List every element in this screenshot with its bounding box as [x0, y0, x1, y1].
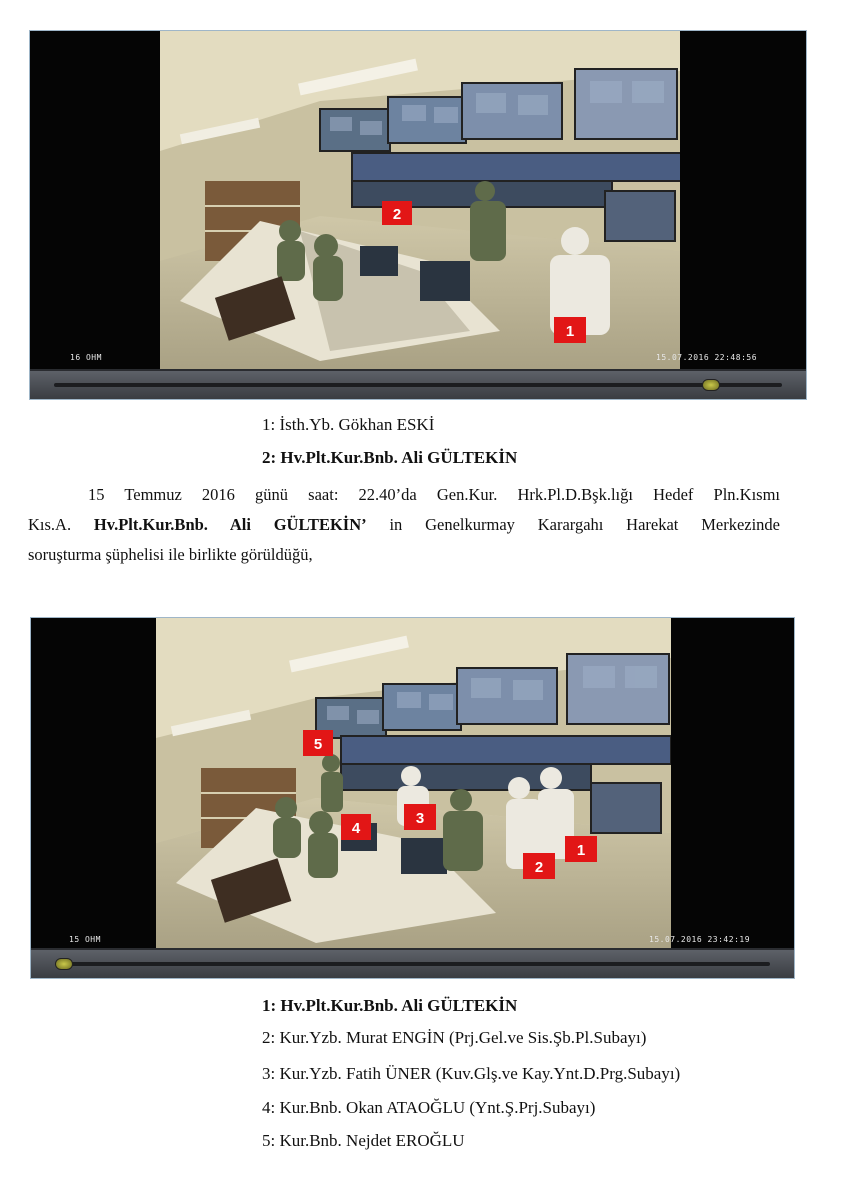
body-paragraph [28, 480, 780, 570]
caption-1-line-1: 1: İsth.Yb. Gökhan ESKİ [262, 415, 435, 434]
marker-1 [565, 836, 597, 862]
marker-2 [523, 853, 555, 879]
video-player-bar [30, 369, 806, 399]
paragraph-line-3: soruşturma şüphelisi ile birlikte görüldüğü, [28, 545, 313, 564]
camera-label: 15 OHM [69, 935, 101, 944]
paragraph-line-2 [28, 510, 780, 540]
marker-3 [404, 804, 436, 830]
svg-text:2: 2 [534, 859, 544, 876]
paragraph-text: in Genelkurmay Karargahı Harekat Merkezinde [389, 515, 780, 534]
paragraph-text: Kıs.A. [28, 515, 72, 534]
marker-5 [303, 730, 333, 756]
svg-text:3: 3 [415, 810, 425, 827]
cctv-scene-2 [31, 618, 795, 950]
caption-2-item-2: 2: Kur.Yzb. Murat ENGİN (Prj.Gel.ve Sis.Şb.Pl.Subayı) [262, 1028, 647, 1047]
timestamp-overlay: 15.07.2016 23:42:19 [649, 935, 751, 944]
paragraph-line-1: 15 Temmuz 2016 günü saat: 22.40’da Gen.Kur. Hrk.Pl.D.Bşk.lığı Hedef Pln.Kısmı [88, 485, 780, 504]
seek-track[interactable] [55, 962, 770, 966]
caption-1-line-2: 2: Hv.Plt.Kur.Bnb. Ali GÜLTEKİN [262, 448, 518, 467]
cctv-scene-1 [30, 31, 807, 371]
marker-4 [341, 814, 371, 840]
caption-2-item-3: 3: Kur.Yzb. Fatih ÜNER (Kuv.Glş.ve Kay.Ynt.D.Prg.Subayı) [262, 1064, 681, 1083]
caption-2-item-4: 4: Kur.Bnb. Okan ATAOĞLU (Ynt.Ş.Prj.Subayı) [262, 1098, 596, 1117]
svg-text:5: 5 [313, 736, 323, 753]
cctv-photo-2 [30, 617, 795, 979]
camera-label: 16 OHM [70, 353, 102, 362]
caption-2-item-1: 1: Hv.Plt.Kur.Bnb. Ali GÜLTEKİN [262, 996, 518, 1015]
seek-track[interactable] [54, 383, 782, 387]
cctv-photo-1 [29, 30, 807, 400]
seek-knob[interactable] [55, 958, 73, 970]
seek-knob[interactable] [702, 379, 720, 391]
marker-2 [382, 201, 412, 225]
paragraph-bold-name: Hv.Plt.Kur.Bnb. Ali GÜLTEKİN’ [93, 515, 367, 534]
svg-text:1: 1 [576, 842, 586, 859]
svg-text:4: 4 [351, 820, 361, 837]
svg-text:2: 2 [392, 206, 402, 223]
timestamp-overlay: 15.07.2016 22:48:56 [656, 353, 758, 362]
svg-text:1: 1 [565, 323, 575, 340]
video-player-bar [31, 948, 794, 978]
marker-1 [554, 317, 586, 343]
caption-2-item-5: 5: Kur.Bnb. Nejdet EROĞLU [262, 1131, 465, 1150]
